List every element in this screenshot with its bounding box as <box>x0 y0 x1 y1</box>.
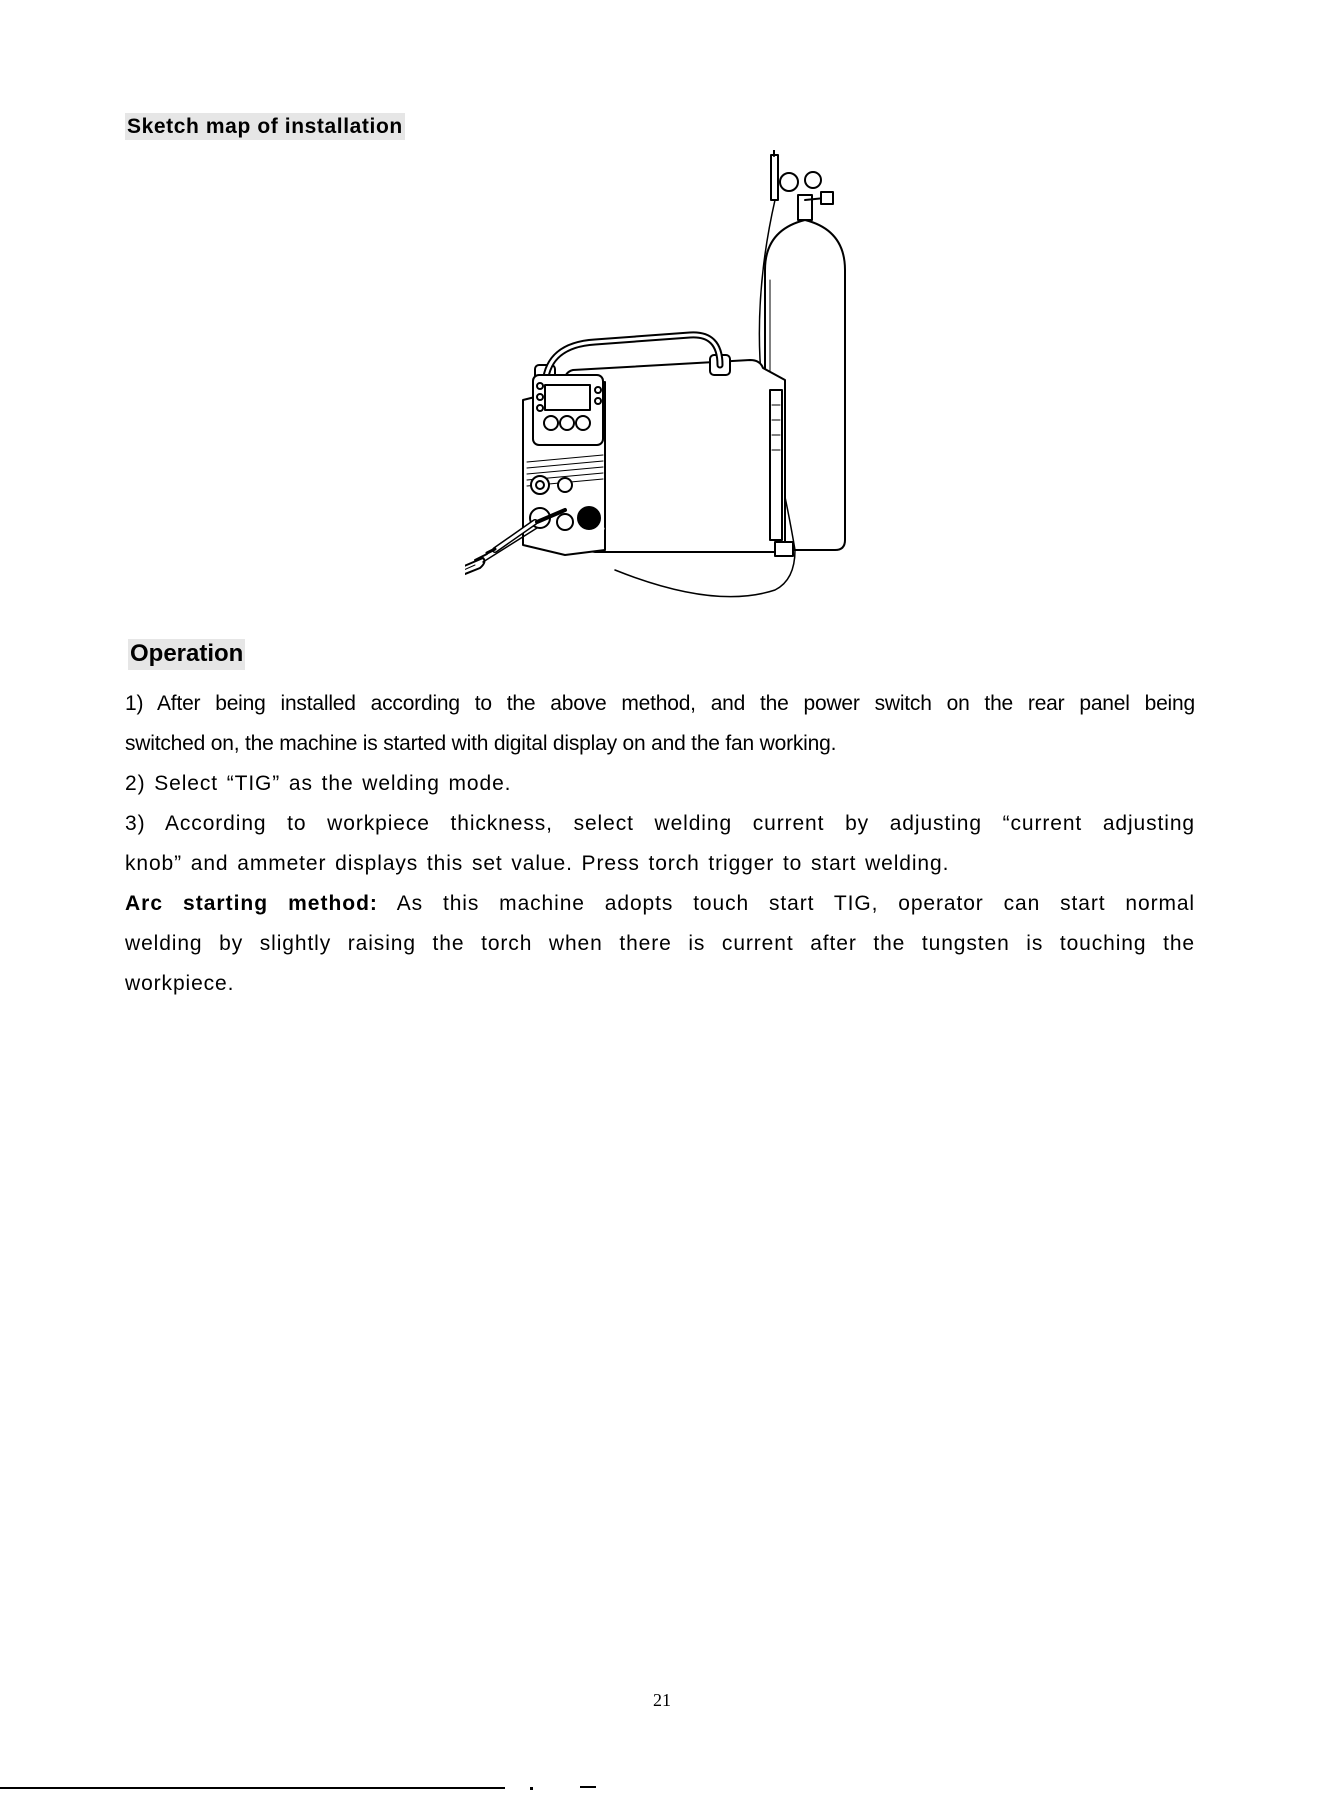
arc-starting-label: Arc starting method: <box>125 892 378 915</box>
paragraph-4-line-3: workpiece. <box>125 972 235 995</box>
operation-instructions <box>125 684 1195 1004</box>
paragraph-3-line-1: 3) According to workpiece thickness, select welding current by adjusting “current adjusting <box>125 812 1195 835</box>
footer-rule <box>0 1787 505 1789</box>
paragraph-1-line-2: switched on, the machine is started with digital display on and the fan working. <box>125 732 837 755</box>
section-heading-sketch: Sketch map of installation <box>125 113 405 140</box>
footer-marks-icon <box>520 1784 640 1792</box>
paragraph-4-line-1-text: As this machine adopts touch start TIG, operator can start normal <box>377 892 1196 915</box>
welder-installation-illustration <box>465 150 885 620</box>
page-number: 21 <box>653 1690 671 1710</box>
section-heading-operation: Operation <box>128 639 245 670</box>
paragraph-4-line-2: welding by slightly raising the torch when there is current after the tungsten is touching the <box>125 932 1195 955</box>
earth-clamp-icon <box>465 528 537 578</box>
gas-regulator-icon <box>771 150 833 220</box>
paragraph-3-line-2: knob” and ammeter displays this set value. Press torch trigger to start welding. <box>125 852 950 875</box>
welder-machine-icon <box>523 335 793 556</box>
paragraph-2-line-1: 2) Select “TIG” as the welding mode. <box>125 772 512 795</box>
paragraph-4-line-1 <box>125 884 1195 924</box>
paragraph-1-line-1: 1) After being installed according to the above method, and the power switch on the rear panel being <box>125 692 1195 715</box>
